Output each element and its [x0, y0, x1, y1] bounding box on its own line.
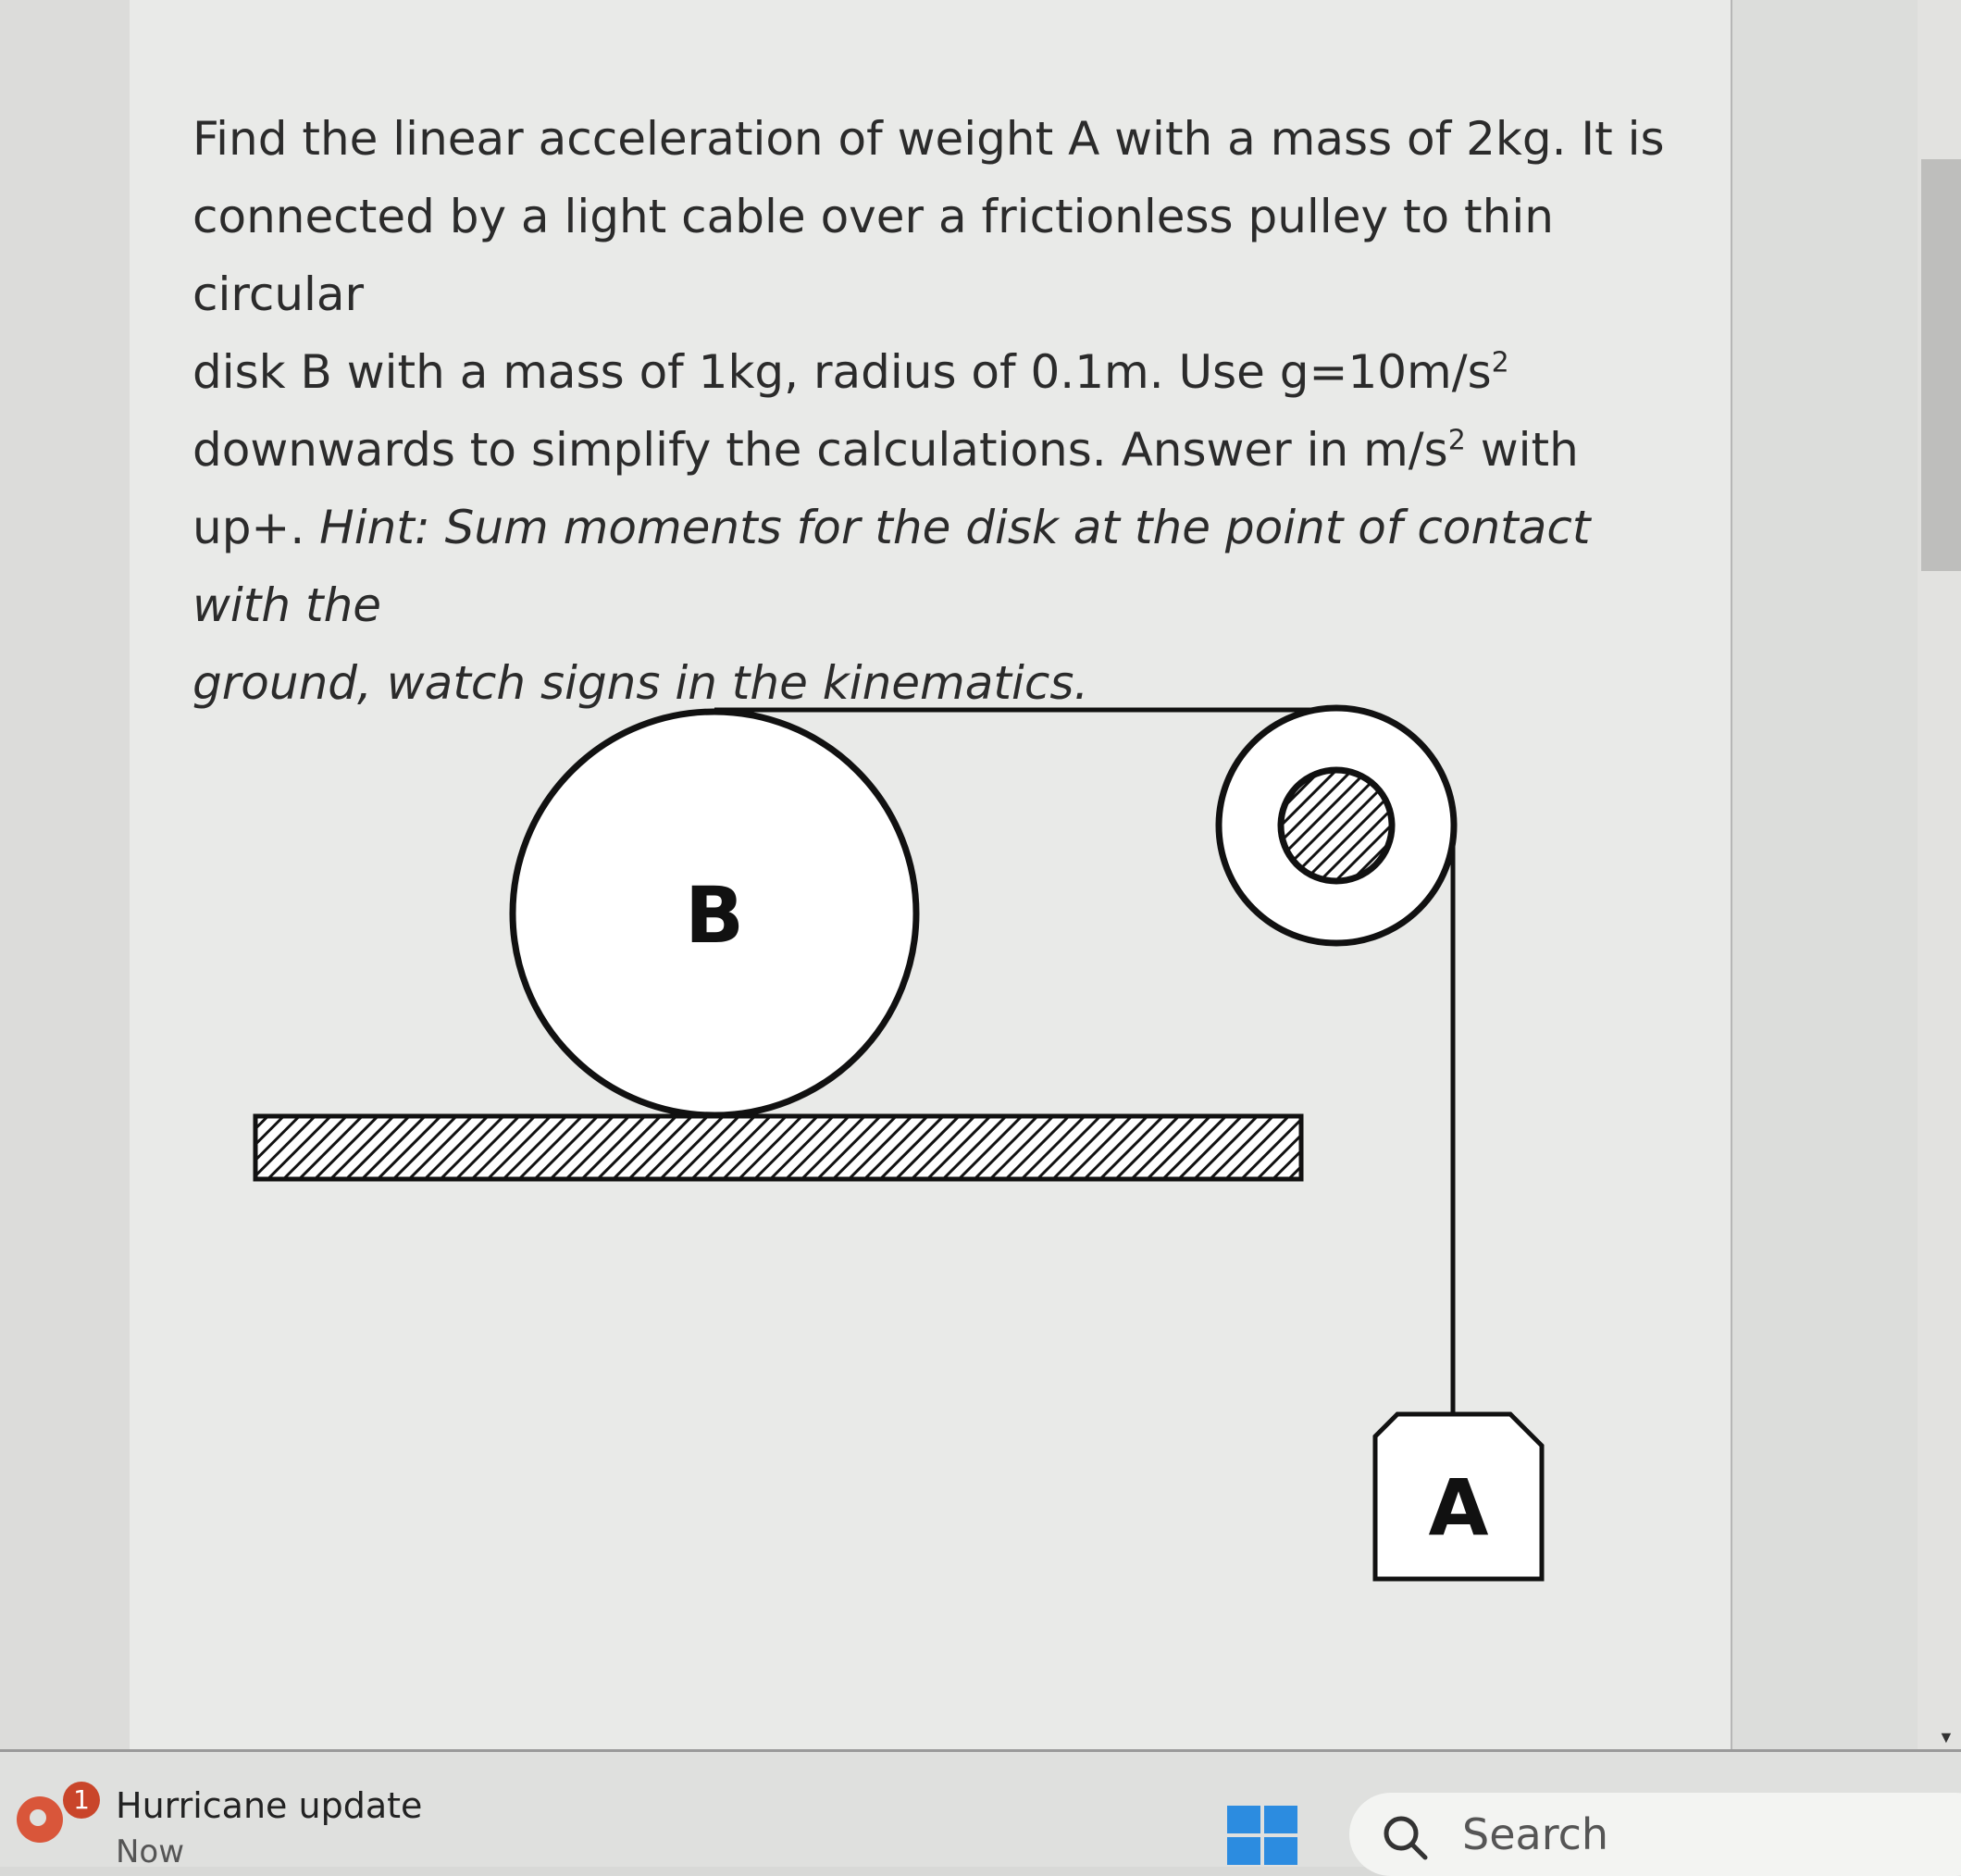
problem-text-line-4: downwards to simplify the calculations. Answer in m/s	[192, 423, 1448, 477]
news-widget-title[interactable]: Hurricane update	[116, 1785, 423, 1826]
pulley-axle	[1281, 770, 1392, 881]
search-label: Search	[1462, 1809, 1609, 1859]
hint-text: Hint: Sum moments for the disk at the point of contact with the	[192, 501, 1591, 632]
problem-text-line-3: disk B with a mass of 1kg, radius of 0.1m. Use g=10m/s	[192, 345, 1492, 399]
search-icon	[1381, 1813, 1429, 1861]
ground	[255, 1116, 1301, 1179]
exponent: 2	[1447, 424, 1466, 457]
news-widget-subtitle[interactable]: Now	[116, 1833, 185, 1870]
exponent: 2	[1491, 346, 1509, 379]
scroll-down-arrow-icon[interactable]: ▼	[1938, 1728, 1955, 1746]
problem-text-line-1: Find the linear acceleration of weight A with a mass of 2kg. It is	[192, 112, 1665, 166]
notification-badge: 1	[63, 1782, 100, 1819]
windows-logo-icon[interactable]	[1227, 1806, 1301, 1867]
problem-text-line-2: connected by a light cable over a frictionless pulley to thin circular	[192, 190, 1554, 321]
taskbar	[0, 1749, 1961, 1870]
disk-b-label: B	[684, 870, 745, 961]
problem-text-line-5: up+.	[192, 501, 320, 554]
weather-icon[interactable]	[17, 1796, 63, 1843]
weight-a-label: A	[1428, 1462, 1489, 1553]
hint-text-end: ground, watch signs in the kinematics.	[192, 656, 1089, 710]
problem-text-line-4-end: with	[1465, 423, 1579, 477]
